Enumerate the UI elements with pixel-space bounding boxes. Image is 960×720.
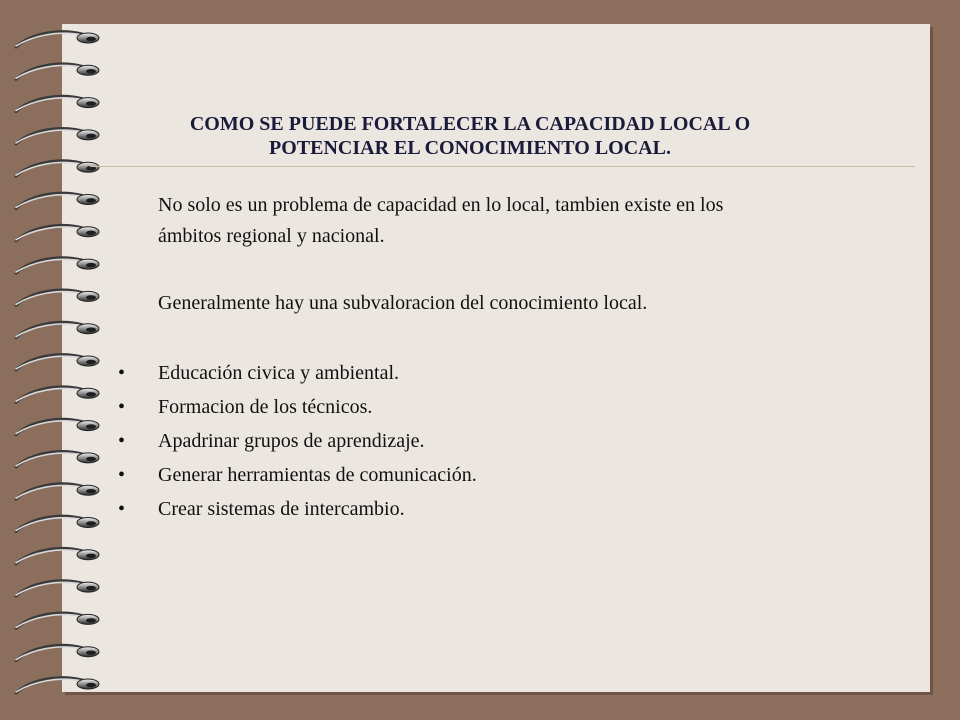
spiral-binding (0, 0, 130, 720)
spiral-ring (16, 387, 99, 402)
spiral-ring (16, 258, 99, 273)
bullet-icon: • (118, 430, 126, 452)
spiral-ring (16, 645, 99, 660)
spiral-ring (16, 516, 99, 531)
spiral-ring (16, 64, 99, 79)
spiral-ring (16, 548, 99, 563)
spiral-ring (16, 355, 99, 370)
paragraph-capacity (158, 190, 858, 252)
spiral-ring (16, 129, 99, 144)
spiral-ring (16, 581, 99, 596)
spiral-ring (16, 225, 99, 240)
spiral-ring (16, 613, 99, 628)
spiral-ring (16, 161, 99, 176)
slide-title (100, 112, 840, 160)
paragraph-capacity-line-2: ámbitos regional y nacional. (158, 225, 385, 247)
spiral-ring (16, 484, 99, 499)
bullet-text: Educación civica y ambiental. (158, 362, 400, 384)
spiral-ring (16, 290, 99, 305)
spiral-ring (16, 452, 99, 467)
spiral-ring (16, 678, 99, 693)
bullet-icon: • (118, 396, 126, 418)
spiral-ring (16, 193, 99, 208)
bullet-text: Apadrinar grupos de aprendizaje. (158, 430, 425, 452)
bullet-text: Crear sistemas de intercambio. (158, 498, 405, 520)
spiral-ring (16, 32, 99, 47)
spiral-ring (16, 322, 99, 337)
spiral-ring (16, 419, 99, 434)
paragraph-capacity-line-1: No solo es un problema de capacidad en lo local, tambien existe en los (158, 194, 724, 216)
bullet-text: Generar herramientas de comunicación. (158, 464, 477, 486)
bullet-icon: • (118, 362, 126, 384)
title-divider (90, 166, 915, 167)
title-line-2: POTENCIAR EL CONOCIMIENTO LOCAL. (269, 137, 671, 159)
bullet-text: Formacion de los técnicos. (158, 396, 373, 418)
bullet-icon: • (118, 464, 126, 486)
bullet-icon: • (118, 498, 126, 520)
title-line-1: COMO SE PUEDE FORTALECER LA CAPACIDAD LOCAL O (189, 113, 751, 135)
paragraph-undervaluation: Generalmente hay una subvaloracion del conocimiento local. (158, 292, 648, 314)
spiral-ring (16, 96, 99, 111)
